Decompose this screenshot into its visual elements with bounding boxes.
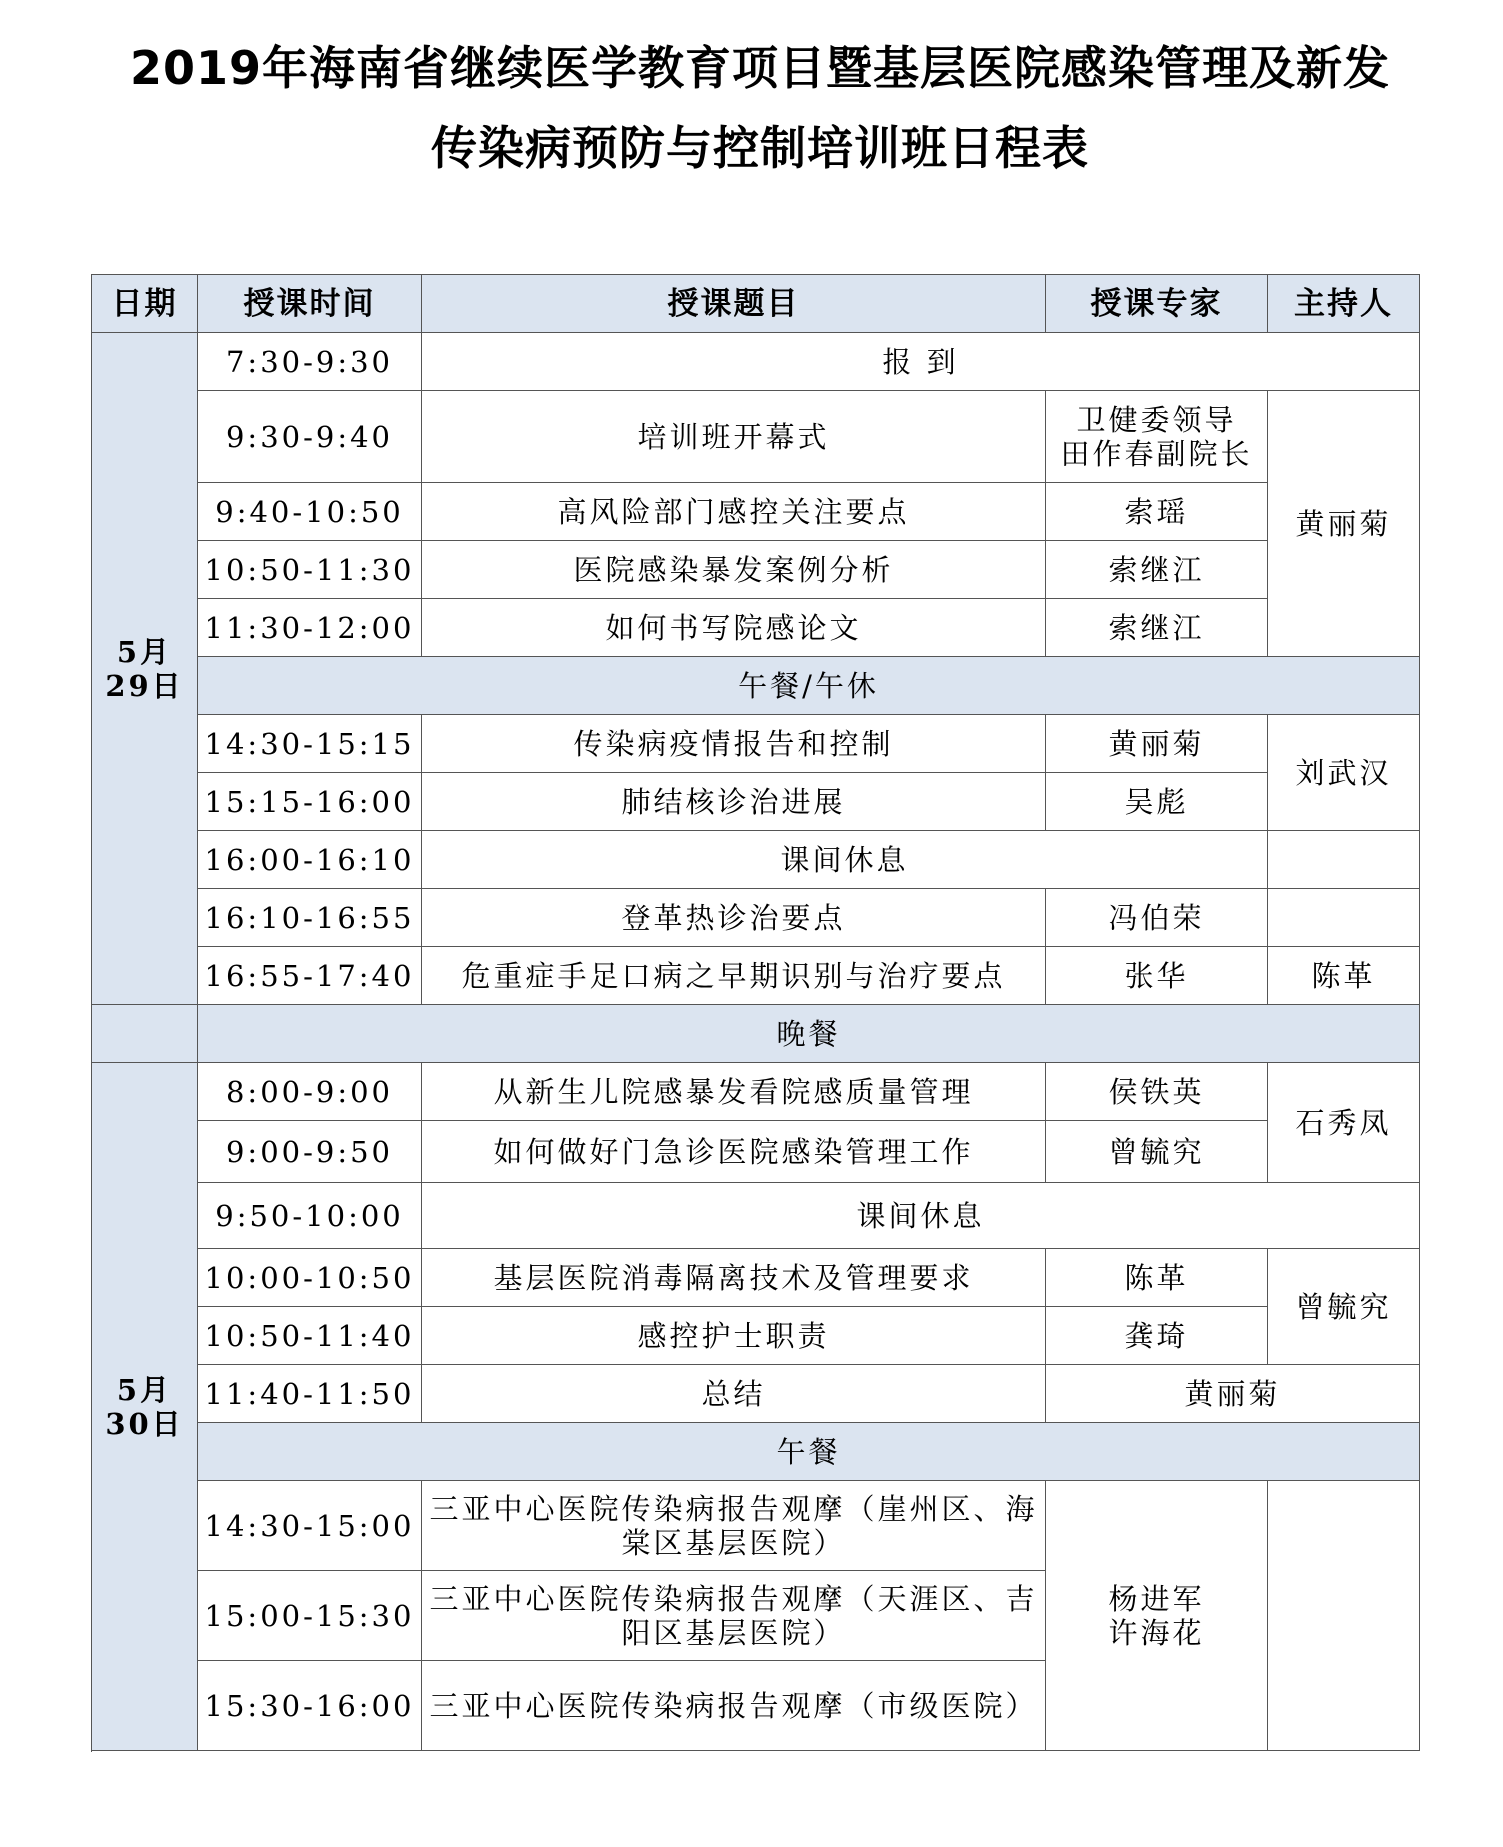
time-cell: 9:30-9:40 xyxy=(198,391,422,483)
topic-cell: 医院感染暴发案例分析 xyxy=(422,541,1046,599)
table-row xyxy=(92,1121,1420,1183)
expert-cell: 卫健委领导 田作春副院长 xyxy=(1046,391,1268,483)
dinner-row: 晚餐 xyxy=(198,1005,1420,1063)
topic-cell: 危重症手足口病之早期识别与治疗要点 xyxy=(422,947,1046,1005)
host-cell xyxy=(1268,889,1420,947)
expert-cell: 侯铁英 xyxy=(1046,1063,1268,1121)
table-row xyxy=(92,333,1420,391)
table-row xyxy=(92,947,1420,1005)
topic-cell: 总结 xyxy=(422,1365,1046,1423)
schedule-table xyxy=(91,274,1420,1751)
table-row xyxy=(92,599,1420,657)
time-cell: 8:00-9:00 xyxy=(198,1063,422,1121)
date-cell xyxy=(92,1005,198,1063)
lunch-row: 午餐/午休 xyxy=(198,657,1420,715)
table-row xyxy=(92,1063,1420,1121)
time-cell: 15:15-16:00 xyxy=(198,773,422,831)
time-cell: 9:00-9:50 xyxy=(198,1121,422,1183)
topic-cell: 从新生儿院感暴发看院感质量管理 xyxy=(422,1063,1046,1121)
time-cell: 10:00-10:50 xyxy=(198,1249,422,1307)
table-row xyxy=(92,1249,1420,1307)
time-cell: 14:30-15:15 xyxy=(198,715,422,773)
table-row xyxy=(92,483,1420,541)
time-cell: 16:00-16:10 xyxy=(198,831,422,889)
topic-cell: 报 到 xyxy=(422,333,1420,391)
page-title-line2: 传染病预防与控制培训班日程表 xyxy=(431,121,1089,175)
page-title-line1: 2019年海南省继续医学教育项目暨基层医院感染管理及新发 xyxy=(129,41,1391,95)
expert-cell: 吴彪 xyxy=(1046,773,1268,831)
expert-cell: 黄丽菊 xyxy=(1046,715,1268,773)
expert-cell: 黄丽菊 xyxy=(1046,1365,1420,1423)
host-cell xyxy=(1268,831,1420,889)
topic-cell: 如何书写院感论文 xyxy=(422,599,1046,657)
host-cell: 曾毓究 xyxy=(1268,1249,1420,1365)
table-row xyxy=(92,1005,1420,1063)
topic-cell: 肺结核诊治进展 xyxy=(422,773,1046,831)
expert-cell: 龚琦 xyxy=(1046,1307,1268,1365)
topic-cell: 感控护士职责 xyxy=(422,1307,1046,1365)
time-cell: 11:30-12:00 xyxy=(198,599,422,657)
topic-cell: 培训班开幕式 xyxy=(422,391,1046,483)
time-cell: 14:30-15:00 xyxy=(198,1481,422,1571)
table-row xyxy=(92,541,1420,599)
header-topic: 授课题目 xyxy=(422,275,1046,333)
table-row xyxy=(92,1183,1420,1249)
host-cell: 黄丽菊 xyxy=(1268,391,1420,657)
table-row xyxy=(92,773,1420,831)
topic-cell: 基层医院消毒隔离技术及管理要求 xyxy=(422,1249,1046,1307)
table-row xyxy=(92,715,1420,773)
topic-cell: 高风险部门感控关注要点 xyxy=(422,483,1046,541)
expert-cell: 索继江 xyxy=(1046,599,1268,657)
date-cell: 5月 30日 xyxy=(92,1063,198,1751)
table-row xyxy=(92,1365,1420,1423)
host-cell: 刘武汉 xyxy=(1268,715,1420,831)
expert-cell: 索继江 xyxy=(1046,541,1268,599)
header-time: 授课时间 xyxy=(198,275,422,333)
header-row xyxy=(92,275,1420,333)
topic-cell: 登革热诊治要点 xyxy=(422,889,1046,947)
topic-cell: 如何做好门急诊医院感染管理工作 xyxy=(422,1121,1046,1183)
topic-cell: 课间休息 xyxy=(422,831,1268,889)
time-cell: 9:50-10:00 xyxy=(198,1183,422,1249)
expert-cell: 曾毓究 xyxy=(1046,1121,1268,1183)
time-cell: 15:30-16:00 xyxy=(198,1661,422,1751)
table-row xyxy=(92,1481,1420,1571)
expert-cell: 张华 xyxy=(1046,947,1268,1005)
time-cell: 9:40-10:50 xyxy=(198,483,422,541)
time-cell: 16:10-16:55 xyxy=(198,889,422,947)
host-cell xyxy=(1268,1481,1420,1751)
topic-cell: 课间休息 xyxy=(422,1183,1420,1249)
time-cell: 10:50-11:30 xyxy=(198,541,422,599)
expert-cell: 杨进军 许海花 xyxy=(1046,1481,1268,1751)
topic-cell: 三亚中心医院传染病报告观摩（天涯区、吉阳区基层医院） xyxy=(422,1571,1046,1661)
time-cell: 16:55-17:40 xyxy=(198,947,422,1005)
table-row xyxy=(92,391,1420,483)
header-expert: 授课专家 xyxy=(1046,275,1268,333)
topic-cell: 传染病疫情报告和控制 xyxy=(422,715,1046,773)
table-row xyxy=(92,889,1420,947)
table-row xyxy=(92,1307,1420,1365)
table-row xyxy=(92,1423,1420,1481)
topic-cell: 三亚中心医院传染病报告观摩（市级医院） xyxy=(422,1661,1046,1751)
expert-cell: 陈革 xyxy=(1046,1249,1268,1307)
host-cell: 陈革 xyxy=(1268,947,1420,1005)
host-cell: 石秀凤 xyxy=(1268,1063,1420,1183)
expert-cell: 冯伯荣 xyxy=(1046,889,1268,947)
table-row xyxy=(92,831,1420,889)
time-cell: 7:30-9:30 xyxy=(198,333,422,391)
lunch-row: 午餐 xyxy=(198,1423,1420,1481)
date-cell: 5月 29日 xyxy=(92,333,198,1005)
time-cell: 10:50-11:40 xyxy=(198,1307,422,1365)
topic-cell: 三亚中心医院传染病报告观摩（崖州区、海棠区基层医院） xyxy=(422,1481,1046,1571)
expert-cell: 索瑶 xyxy=(1046,483,1268,541)
time-cell: 11:40-11:50 xyxy=(198,1365,422,1423)
table-row xyxy=(92,657,1420,715)
time-cell: 15:00-15:30 xyxy=(198,1571,422,1661)
header-date: 日期 xyxy=(92,275,198,333)
header-host: 主持人 xyxy=(1268,275,1420,333)
